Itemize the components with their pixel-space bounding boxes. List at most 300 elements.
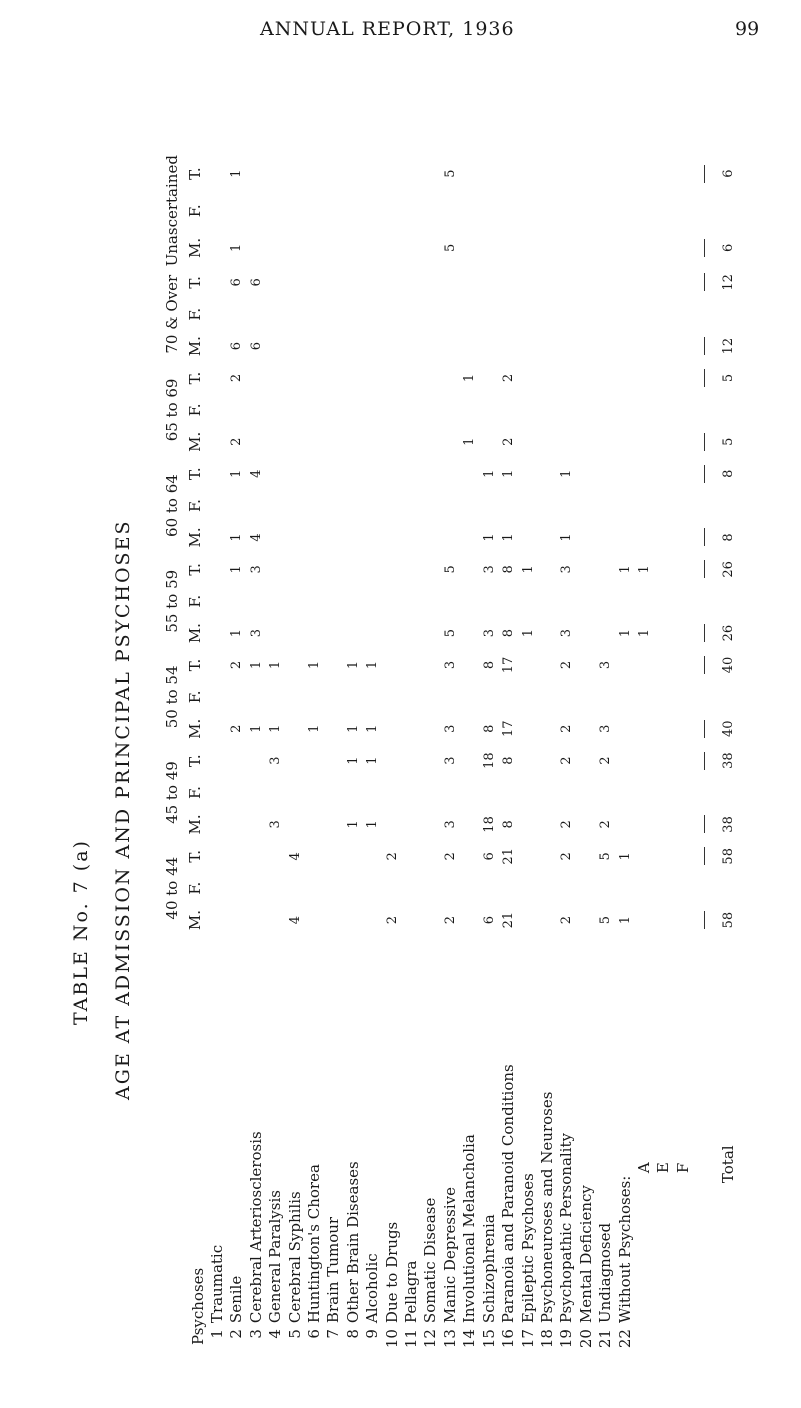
page-header	[0, 18, 801, 48]
count-cell	[266, 904, 285, 936]
count-cell	[383, 458, 402, 490]
row-index	[654, 1323, 673, 1355]
count-cell	[266, 298, 285, 330]
count-cell	[227, 777, 246, 809]
table-row	[596, 155, 615, 1355]
count-cell	[460, 777, 479, 809]
count-cell	[538, 330, 557, 362]
count-cell	[480, 681, 499, 713]
psychosis-name: Somatic Disease	[421, 1197, 440, 1324]
psychosis-name: General Paralysis	[266, 1190, 285, 1324]
count-cell	[305, 229, 324, 266]
count-cell: 1	[229, 243, 245, 253]
count-cell	[538, 362, 557, 394]
count-cell	[305, 553, 324, 585]
count-cell	[577, 362, 596, 394]
count-cell	[286, 777, 305, 809]
count-cell	[266, 426, 285, 458]
count-cell	[538, 553, 557, 585]
count-cell	[577, 266, 596, 298]
count-cell	[266, 872, 285, 904]
count-cell	[305, 585, 324, 617]
count-cell	[383, 553, 402, 585]
count-cell	[441, 298, 460, 330]
count-cell	[596, 777, 615, 809]
count-cell	[247, 490, 266, 522]
count-cell	[577, 229, 596, 266]
count-cell: 6	[481, 852, 497, 861]
count-cell	[324, 777, 343, 809]
row-index: 22	[615, 1329, 634, 1349]
count-cell: 1	[345, 756, 361, 765]
count-cell	[616, 330, 635, 362]
table-subtitle: AGE AT ADMISSION AND PRINCIPAL PSYCHOSES	[112, 519, 134, 1100]
count-cell: 3	[442, 756, 458, 765]
count-cell	[557, 266, 576, 298]
count-cell	[421, 266, 440, 298]
count-cell	[441, 490, 460, 522]
count-cell	[577, 649, 596, 681]
count-cell	[674, 521, 693, 553]
count-cell: 21	[501, 848, 517, 865]
count-cell	[383, 426, 402, 458]
count-cell	[577, 458, 596, 490]
count-cell	[324, 330, 343, 362]
sex-subheader: M.	[186, 336, 205, 357]
count-cell	[324, 266, 343, 298]
count-cell	[305, 490, 324, 522]
count-cell	[402, 681, 421, 713]
count-cell: 1	[617, 565, 633, 574]
count-cell	[266, 681, 285, 713]
count-cell	[635, 808, 654, 840]
table-row	[577, 155, 596, 1355]
age-group-header: 55 to 59	[163, 569, 182, 633]
count-cell	[247, 298, 266, 330]
count-cell	[654, 330, 673, 362]
count-cell	[247, 155, 266, 192]
count-cell	[674, 872, 693, 904]
row-index: 20	[576, 1329, 595, 1349]
count-cell	[383, 298, 402, 330]
count-cell	[519, 362, 538, 394]
count-cell: 4	[248, 469, 264, 478]
count-cell	[654, 777, 673, 809]
row-index: 15	[479, 1329, 498, 1349]
count-cell	[577, 394, 596, 426]
count-cell: 1	[636, 565, 652, 574]
count-cell	[538, 192, 557, 229]
count-cell	[363, 872, 382, 904]
count-cell: 2	[501, 437, 517, 446]
row-index: 13	[440, 1329, 459, 1349]
count-cell	[247, 585, 266, 617]
count-cell	[344, 585, 363, 617]
count-cell	[654, 192, 673, 229]
count-cell	[286, 229, 305, 266]
total-cell: 40	[720, 656, 736, 674]
age-group-header: 60 to 64	[163, 474, 182, 537]
count-cell	[577, 617, 596, 649]
total-cell: 26	[720, 561, 736, 578]
table-row	[266, 155, 285, 1355]
count-cell	[266, 330, 285, 362]
count-cell	[596, 394, 615, 426]
count-cell	[286, 585, 305, 617]
count-cell	[227, 394, 246, 426]
sex-subheader: M.	[186, 431, 205, 452]
row-index: 18	[537, 1329, 556, 1349]
count-cell: 1	[462, 437, 478, 446]
count-cell	[519, 585, 538, 617]
count-cell	[538, 298, 557, 330]
count-cell	[441, 681, 460, 713]
count-cell	[363, 521, 382, 553]
count-cell	[577, 426, 596, 458]
count-cell	[305, 681, 324, 713]
count-cell	[654, 362, 673, 394]
table-row	[499, 155, 518, 1355]
count-cell	[519, 872, 538, 904]
count-cell	[654, 521, 673, 553]
total-cell: 40	[720, 720, 736, 738]
count-cell	[402, 808, 421, 840]
count-cell	[635, 394, 654, 426]
table-row	[363, 155, 382, 1355]
count-cell	[519, 458, 538, 490]
count-cell	[519, 229, 538, 266]
table-row	[557, 155, 576, 1355]
count-cell	[344, 458, 363, 490]
count-cell: 3	[268, 820, 284, 829]
count-cell	[519, 521, 538, 553]
count-cell	[460, 192, 479, 229]
count-cell: 2	[384, 915, 400, 925]
psychosis-name: F	[673, 1162, 692, 1174]
count-cell	[616, 266, 635, 298]
count-cell	[402, 649, 421, 681]
count-cell: 3	[598, 724, 614, 733]
count-cell	[519, 155, 538, 192]
count-cell: 6	[229, 278, 245, 287]
psychosis-name: Pellagra	[402, 1260, 421, 1324]
psychosis-name: Senile	[227, 1275, 246, 1324]
count-cell	[402, 617, 421, 649]
total-cell: 12	[720, 274, 736, 291]
count-cell	[363, 330, 382, 362]
count-cell	[286, 521, 305, 553]
count-cell	[519, 713, 538, 745]
count-cell	[654, 808, 673, 840]
count-cell	[421, 553, 440, 585]
count-cell: 1	[268, 724, 284, 733]
count-cell	[305, 617, 324, 649]
count-cell	[654, 649, 673, 681]
table-row	[460, 155, 479, 1355]
count-cell	[363, 192, 382, 229]
table-row	[654, 155, 673, 1355]
count-cell	[402, 155, 421, 192]
count-cell	[519, 426, 538, 458]
count-cell	[616, 192, 635, 229]
count-cell	[208, 681, 227, 713]
count-cell	[480, 192, 499, 229]
count-cell	[286, 458, 305, 490]
count-cell	[674, 904, 693, 936]
count-cell: 3	[442, 724, 458, 733]
psychosis-name: Schizophrenia	[479, 1214, 498, 1324]
count-cell	[324, 713, 343, 745]
count-cell	[344, 192, 363, 229]
count-cell	[635, 362, 654, 394]
count-cell	[499, 266, 518, 298]
count-cell	[247, 229, 266, 266]
count-cell	[208, 192, 227, 229]
count-cell	[480, 490, 499, 522]
count-cell	[227, 840, 246, 872]
count-cell	[324, 458, 343, 490]
count-cell	[286, 553, 305, 585]
count-cell	[616, 808, 635, 840]
count-cell	[421, 229, 440, 266]
count-cell	[616, 745, 635, 777]
count-cell	[286, 266, 305, 298]
row-index: 12	[421, 1329, 440, 1349]
count-cell	[460, 521, 479, 553]
count-cell: 21	[501, 911, 517, 929]
count-cell	[208, 229, 227, 266]
total-cell: 58	[720, 911, 736, 929]
count-cell: 17	[501, 656, 517, 674]
count-cell: 2	[559, 756, 575, 765]
count-cell	[577, 585, 596, 617]
count-cell	[674, 617, 693, 649]
count-cell: 1	[617, 628, 633, 638]
count-cell	[635, 713, 654, 745]
count-cell	[538, 155, 557, 192]
count-cell	[363, 155, 382, 192]
count-cell	[577, 840, 596, 872]
count-cell: 1	[481, 469, 497, 478]
count-cell	[577, 192, 596, 229]
table-row	[674, 155, 693, 1355]
count-cell	[499, 585, 518, 617]
count-cell	[383, 585, 402, 617]
count-cell	[324, 808, 343, 840]
count-cell: 17	[501, 720, 517, 738]
count-cell	[305, 521, 324, 553]
count-cell	[227, 745, 246, 777]
table-row	[344, 155, 363, 1355]
count-cell: 6	[229, 341, 245, 351]
count-cell	[538, 521, 557, 553]
count-cell	[402, 458, 421, 490]
count-cell	[383, 745, 402, 777]
psychosis-name: Psychoneuroses and Neuroses	[537, 1091, 556, 1324]
count-cell	[557, 362, 576, 394]
count-cell: 6	[248, 341, 264, 351]
sex-subheader: T.	[186, 658, 205, 672]
row-header: Psychoses	[188, 1267, 207, 1345]
count-cell	[654, 155, 673, 192]
count-cell	[421, 458, 440, 490]
count-cell	[383, 777, 402, 809]
count-cell	[577, 872, 596, 904]
count-cell	[654, 229, 673, 266]
row-index: 1	[208, 1329, 226, 1339]
count-cell	[227, 298, 246, 330]
table-row	[635, 155, 654, 1355]
sex-subheader: T.	[186, 167, 205, 180]
count-cell	[577, 490, 596, 522]
count-cell	[402, 266, 421, 298]
count-cell	[480, 872, 499, 904]
count-cell	[480, 330, 499, 362]
sex-subheader: F.	[186, 690, 205, 704]
count-cell	[324, 362, 343, 394]
count-cell	[460, 298, 479, 330]
count-cell	[344, 155, 363, 192]
count-cell: 2	[559, 724, 575, 733]
row-index: 21	[596, 1329, 615, 1349]
count-cell	[208, 872, 227, 904]
count-cell	[363, 229, 382, 266]
count-cell	[596, 155, 615, 192]
count-cell	[596, 298, 615, 330]
count-cell	[402, 777, 421, 809]
count-cell	[305, 362, 324, 394]
count-cell: 2	[559, 660, 575, 670]
count-cell	[519, 681, 538, 713]
sex-subheader: T.	[186, 850, 205, 863]
count-cell	[460, 808, 479, 840]
count-cell	[324, 155, 343, 192]
row-index: 17	[518, 1329, 537, 1349]
count-cell	[596, 458, 615, 490]
count-cell	[538, 266, 557, 298]
psychosis-name: Epileptic Psychoses	[518, 1173, 537, 1324]
count-cell	[324, 521, 343, 553]
count-cell	[441, 192, 460, 229]
count-cell	[577, 808, 596, 840]
count-cell	[286, 808, 305, 840]
count-cell	[441, 777, 460, 809]
count-cell: 8	[501, 756, 517, 765]
count-cell	[247, 192, 266, 229]
count-cell	[577, 298, 596, 330]
count-cell	[538, 585, 557, 617]
sex-subheader: T.	[186, 276, 205, 289]
count-cell	[596, 192, 615, 229]
count-cell	[266, 777, 285, 809]
count-cell	[227, 192, 246, 229]
count-cell	[499, 394, 518, 426]
count-cell	[674, 362, 693, 394]
count-cell	[538, 617, 557, 649]
count-cell	[635, 872, 654, 904]
count-cell	[499, 681, 518, 713]
count-cell: 1	[636, 628, 652, 638]
count-cell	[635, 490, 654, 522]
count-cell	[363, 458, 382, 490]
count-cell	[616, 458, 635, 490]
count-cell	[538, 777, 557, 809]
count-cell	[324, 553, 343, 585]
count-cell	[460, 872, 479, 904]
count-cell: 5	[442, 628, 458, 638]
count-cell	[402, 229, 421, 266]
count-cell	[208, 394, 227, 426]
count-cell: 5	[598, 915, 614, 925]
count-cell: 1	[307, 660, 323, 670]
sex-subheader: M.	[186, 910, 205, 931]
total-cell: 6	[720, 243, 736, 253]
count-cell	[635, 904, 654, 936]
count-cell	[519, 298, 538, 330]
count-cell	[616, 872, 635, 904]
count-cell	[654, 872, 673, 904]
count-cell	[286, 713, 305, 745]
total-cell	[713, 298, 738, 330]
count-cell	[402, 394, 421, 426]
count-cell	[421, 521, 440, 553]
count-cell	[538, 649, 557, 681]
count-cell	[616, 362, 635, 394]
count-cell	[247, 426, 266, 458]
count-cell	[383, 872, 402, 904]
count-cell	[344, 490, 363, 522]
count-cell	[305, 745, 324, 777]
count-cell	[324, 904, 343, 936]
count-cell	[383, 266, 402, 298]
count-cell	[344, 840, 363, 872]
count-cell	[344, 681, 363, 713]
count-cell	[402, 745, 421, 777]
count-cell	[674, 330, 693, 362]
count-cell: 1	[229, 565, 245, 574]
count-cell: 2	[384, 852, 400, 861]
count-cell	[519, 840, 538, 872]
count-cell: 2	[559, 820, 575, 829]
total-cell	[713, 394, 738, 426]
count-cell	[596, 872, 615, 904]
count-cell	[227, 681, 246, 713]
count-cell	[654, 617, 673, 649]
total-cell	[713, 490, 738, 522]
count-cell	[557, 192, 576, 229]
count-cell	[616, 426, 635, 458]
sex-subheader: F.	[186, 881, 205, 895]
table-row	[402, 155, 421, 1355]
count-cell	[519, 904, 538, 936]
count-cell	[266, 617, 285, 649]
count-cell	[519, 745, 538, 777]
count-cell	[635, 458, 654, 490]
count-cell	[557, 298, 576, 330]
count-cell	[538, 713, 557, 745]
sex-subheader: F.	[186, 594, 205, 608]
count-cell	[519, 330, 538, 362]
row-index: 19	[557, 1329, 576, 1349]
count-cell	[538, 872, 557, 904]
count-cell	[286, 745, 305, 777]
age-group-header: 70 & Over	[163, 274, 182, 354]
count-cell	[363, 298, 382, 330]
row-index: 2	[227, 1329, 246, 1339]
count-cell	[654, 904, 673, 936]
count-cell	[538, 745, 557, 777]
count-cell	[460, 155, 479, 192]
